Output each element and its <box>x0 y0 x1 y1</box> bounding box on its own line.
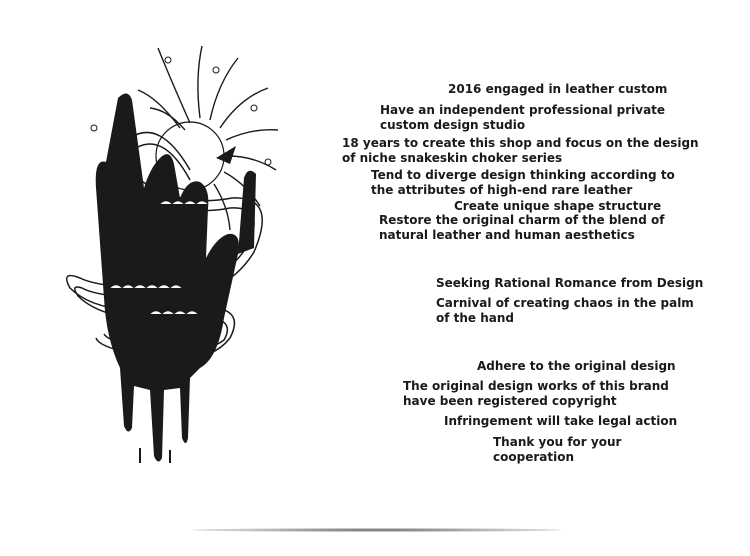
line-independent-studio: Have an independent professional private custom design studio <box>380 103 666 132</box>
line-carnival-chaos: Carnival of creating chaos in the palm of the hand <box>436 296 694 325</box>
line-rational-romance: Seeking Rational Romance from Design <box>436 276 704 290</box>
line-adhere-original: Adhere to the original design <box>477 359 676 373</box>
line-registered-copyright: The original design works of this brand have been registered copyright <box>403 379 669 408</box>
line-infringement: Infringement will take legal action <box>444 414 678 428</box>
line-diverge-thinking: Tend to diverge design thinking according to the attributes of high-end rare leather <box>371 168 675 197</box>
bottom-shadow <box>192 528 562 532</box>
line-restore-charm: Restore the original charm of the blend of natural leather and human aesthetics <box>379 213 665 242</box>
line-unique-shape: Create unique shape structure <box>454 199 662 213</box>
line-engaged-custom: 2016 engaged in leather custom <box>448 82 668 96</box>
snake-hand-sun-icon <box>40 38 300 478</box>
line-18-years: 18 years to create this shop and focus on the design of niche snakeskin choker series <box>342 136 699 165</box>
line-thank-you: Thank you for your cooperation <box>493 435 622 464</box>
